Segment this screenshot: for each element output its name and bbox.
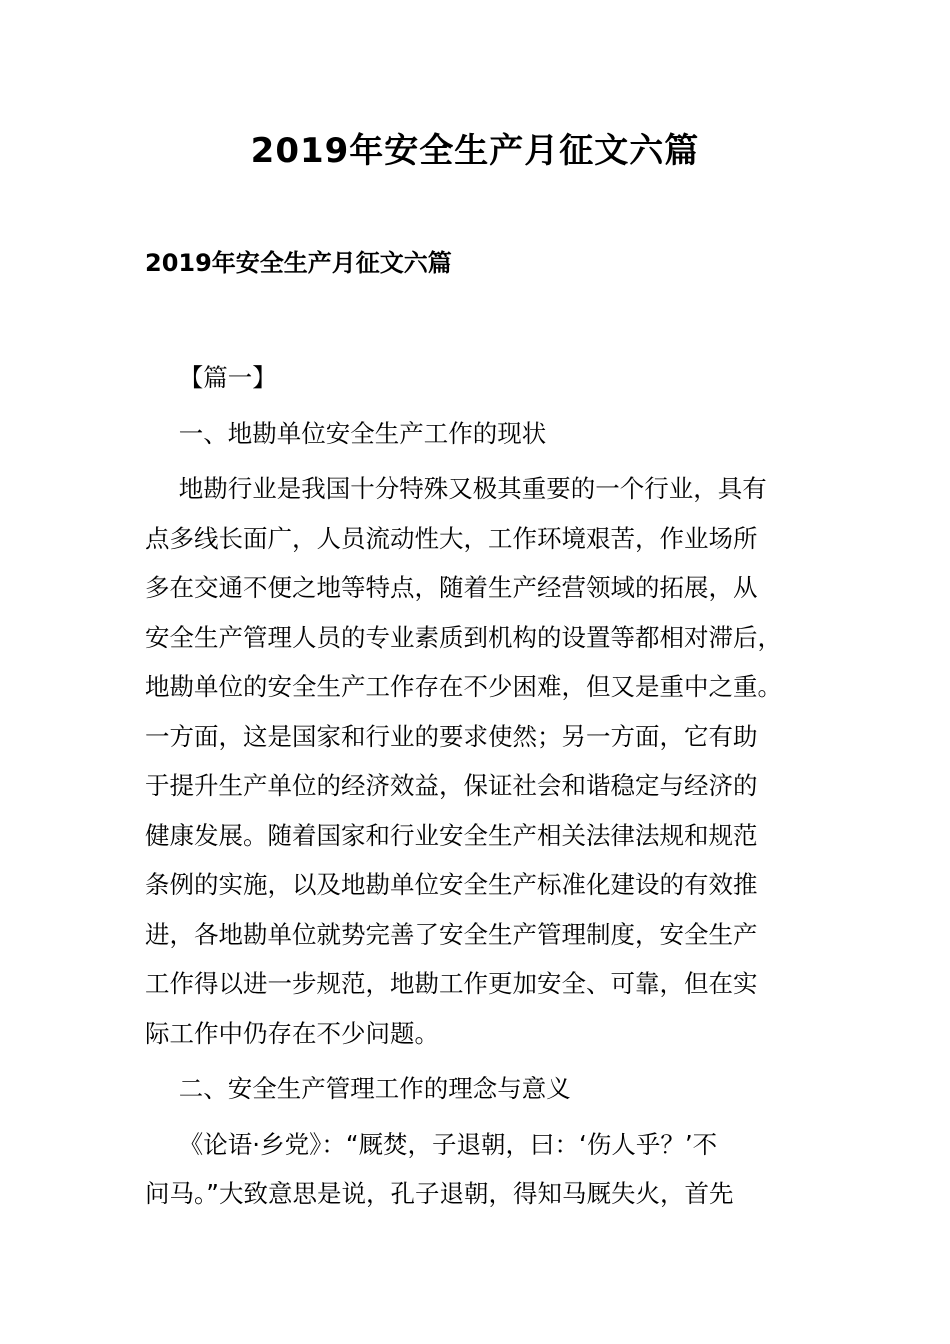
paragraph-line: 际工作中仍存在不少问题。 [145, 1018, 439, 1048]
paragraph-line: 一方面，这是国家和行业的要求使然；另一方面，它有助 [145, 721, 758, 751]
heading-concept-significance: 二、安全生产管理工作的理念与意义 [178, 1074, 571, 1103]
paragraph-line: 《论语·乡党》：“厩焚，子退朝，曰：‘伤人乎？’不 [178, 1129, 718, 1159]
paragraph-analects-quote [145, 1120, 805, 1219]
paragraph-line: 地勘单位的安全生产工作存在不少困难，但又是重中之重。 [145, 672, 782, 701]
paragraph-line: 健康发展。随着国家和行业安全生产相关法律法规和规范 [145, 820, 758, 850]
section-label: 【篇一】 [178, 363, 277, 392]
paragraph-line: 问马。”大致意思是说，孔子退朝，得知马厩失火，首先 [145, 1179, 734, 1208]
heading-current-status: 一、地勘单位安全生产工作的现状 [178, 418, 547, 448]
paragraph-line: 条例的实施，以及地勘单位安全生产标准化建设的有效推 [145, 870, 758, 899]
paragraph-current-status [145, 464, 805, 1058]
paragraph-line: 点多线长面广，人员流动性大，工作环境艰苦，作业场所 [145, 523, 758, 553]
paragraph-line: 地勘行业是我国十分特殊又极其重要的一个行业，具有 [178, 474, 767, 503]
paragraph-line: 于提升生产单位的经济效益，保证社会和谐稳定与经济的 [145, 771, 758, 800]
paragraph-line: 多在交通不便之地等特点，随着生产经营领域的拓展，从 [145, 573, 758, 602]
paragraph-line: 安全生产管理人员的专业素质到机构的设置等都相对滞后， [145, 622, 782, 652]
paragraph-line: 进，各地勘单位就势完善了安全生产管理制度，安全生产 [145, 919, 758, 949]
paragraph-line: 工作得以进一步规范，地勘工作更加安全、可靠，但在实 [145, 969, 758, 998]
document-subtitle: 2019年安全生产月征文六篇 [145, 249, 452, 277]
document-title: 2019年安全生产月征文六篇 [250, 131, 700, 171]
document-body [145, 353, 805, 1219]
